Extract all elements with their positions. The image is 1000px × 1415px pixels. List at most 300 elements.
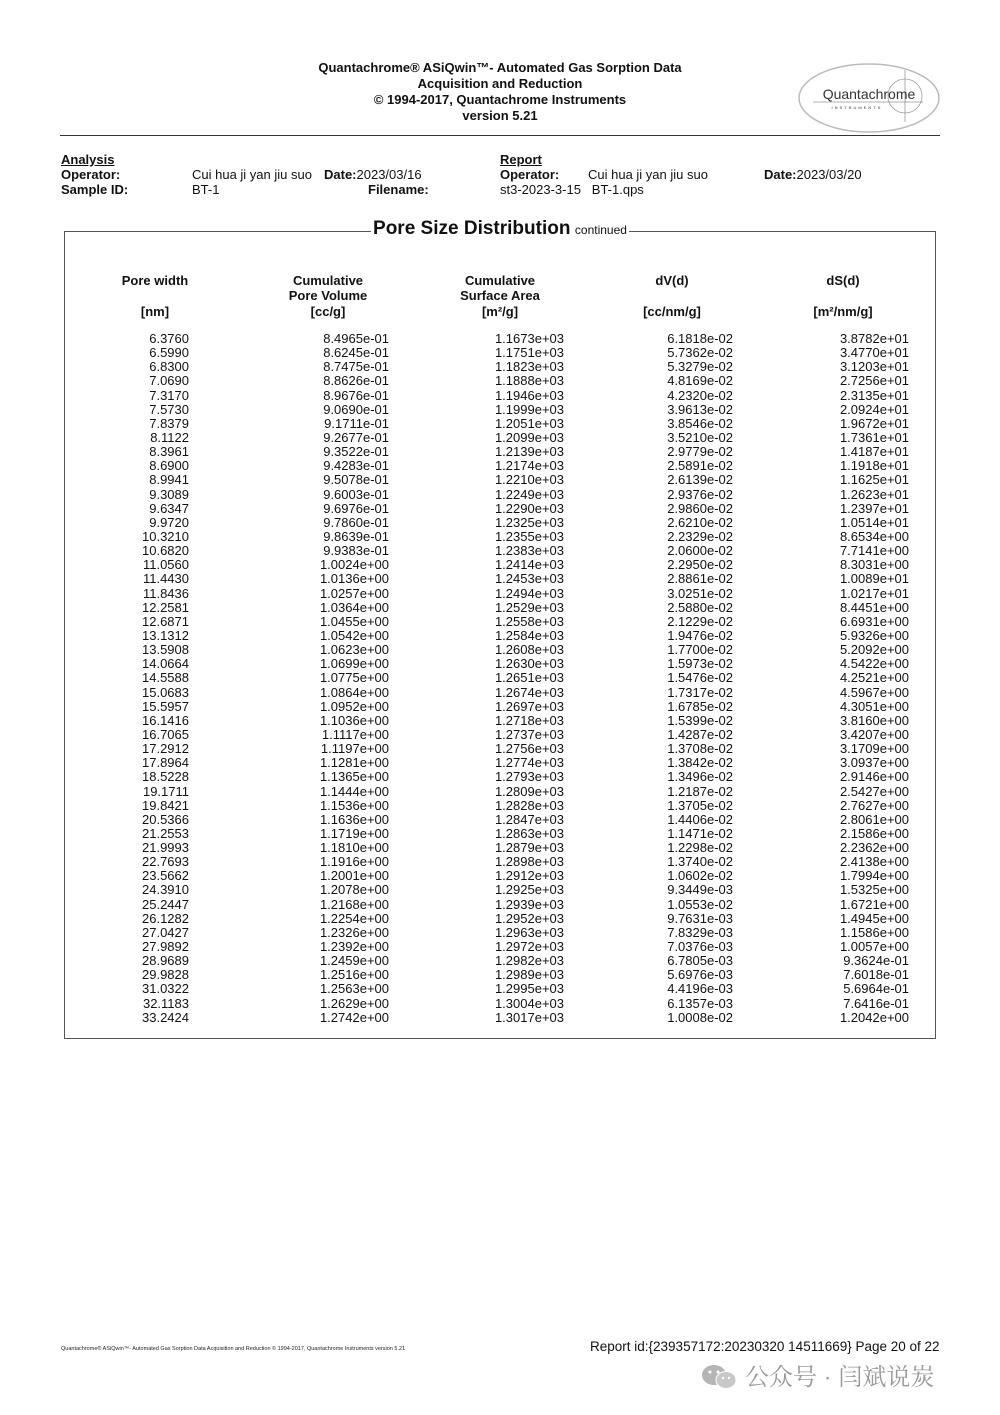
table-cell: 3.1709e+00 xyxy=(839,741,909,757)
table-cell: 26.1282 xyxy=(142,910,189,926)
table-cell: 1.2742e+00 xyxy=(319,1009,389,1025)
table-row xyxy=(0,431,1000,445)
table-cell: 3.8546e-02 xyxy=(667,415,733,431)
table-row xyxy=(0,360,1000,374)
table-cell: 1.2139e+03 xyxy=(494,444,564,460)
table-row xyxy=(0,855,1000,869)
table-cell: 7.7141e+00 xyxy=(839,543,909,559)
report-operator-value: Cui hua ji yan jiu suo xyxy=(588,167,708,182)
table-cell: 1.2630e+03 xyxy=(494,656,564,672)
table-cell: 9.7631e-03 xyxy=(667,910,733,926)
header-line: © 1994-2017, Quantachrome Instruments xyxy=(373,92,627,107)
table-cell: 2.2362e+00 xyxy=(839,840,909,856)
table-row xyxy=(0,883,1000,897)
table-cell: 3.1203e+01 xyxy=(839,359,909,375)
table-cell: 3.9613e-02 xyxy=(667,401,733,417)
table-cell: 5.7362e-02 xyxy=(667,345,733,361)
table-cell: 33.2424 xyxy=(142,1009,189,1025)
table-cell: 1.9476e-02 xyxy=(667,627,733,643)
table-cell: 5.2092e+00 xyxy=(839,642,909,658)
table-row xyxy=(0,982,1000,996)
table-cell: 13.5908 xyxy=(142,642,189,658)
table-cell: 4.2320e-02 xyxy=(667,387,733,403)
wechat-icon xyxy=(700,1363,740,1391)
table-cell: 1.1636e+00 xyxy=(319,811,389,827)
table-cell: 1.2249e+03 xyxy=(494,486,564,502)
table-cell: 1.2290e+03 xyxy=(494,500,564,516)
data-table-body xyxy=(0,332,1000,1025)
table-cell: 1.4945e+00 xyxy=(839,910,909,926)
analysis-operator-value: Cui hua ji yan jiu suo xyxy=(192,167,312,182)
table-cell: 8.1122 xyxy=(150,429,189,445)
table-cell: 6.7805e-03 xyxy=(667,953,733,969)
table-cell: 1.0136e+00 xyxy=(319,571,389,587)
section-title-text: Pore Size Distribution xyxy=(373,218,571,239)
table-cell: 1.2651e+03 xyxy=(494,670,564,686)
table-cell: 5.6964e-01 xyxy=(843,981,909,997)
table-cell: 1.5399e-02 xyxy=(667,712,733,728)
table-cell: 1.1197e+00 xyxy=(320,741,389,757)
table-cell: 1.2863e+03 xyxy=(494,825,564,841)
table-cell: 2.3135e+01 xyxy=(839,387,909,403)
table-row xyxy=(0,502,1000,516)
sample-id-value: BT-1 xyxy=(192,182,220,197)
column-unit: [m²/g] xyxy=(481,304,519,319)
table-cell: 11.0560 xyxy=(142,557,189,573)
table-cell: 12.2581 xyxy=(142,599,189,615)
table-cell: 1.2939e+03 xyxy=(494,896,564,912)
table-cell: 15.0683 xyxy=(142,684,189,700)
table-cell: 1.2925e+03 xyxy=(494,882,564,898)
table-cell: 1.2494e+03 xyxy=(494,585,564,601)
table-cell: 2.8061e+00 xyxy=(839,811,909,827)
table-cell: 9.2677e-01 xyxy=(323,429,389,445)
table-cell: 17.2912 xyxy=(142,741,189,757)
table-cell: 3.5210e-02 xyxy=(667,429,733,445)
table-cell: 16.7065 xyxy=(142,726,189,742)
column-header-ds: dS(d) [m²/nm/g] xyxy=(783,273,903,288)
table-cell: 19.1711 xyxy=(142,783,189,799)
table-cell: 1.1823e+03 xyxy=(494,359,564,375)
table-cell: 32.1183 xyxy=(142,995,189,1011)
table-row xyxy=(0,615,1000,629)
table-cell: 31.0322 xyxy=(142,981,189,997)
table-cell: 1.1999e+03 xyxy=(494,401,564,417)
footer-report-id: Report id:{239357172:20230320 14511669} Page 20 of 22 xyxy=(590,1339,940,1354)
table-row xyxy=(0,332,1000,346)
table-cell: 1.2529e+03 xyxy=(494,599,564,615)
column-header-dv: dV(d) [cc/nm/g] xyxy=(612,273,732,288)
table-cell: 1.2414e+03 xyxy=(494,557,564,573)
table-cell: 1.2608e+03 xyxy=(494,642,564,658)
report-header-title xyxy=(240,60,760,124)
table-cell: 9.6347 xyxy=(149,500,189,516)
table-cell: 8.3031e+00 xyxy=(839,557,909,573)
column-unit: [cc/g] xyxy=(310,304,346,319)
column-unit: [cc/nm/g] xyxy=(643,304,701,319)
table-cell: 2.1229e-02 xyxy=(667,613,733,629)
table-cell: 1.2847e+03 xyxy=(494,811,564,827)
table-cell: 1.7994e+00 xyxy=(839,868,909,884)
table-row xyxy=(0,445,1000,459)
table-cell: 3.8782e+01 xyxy=(839,331,909,346)
table-row xyxy=(0,997,1000,1011)
table-cell: 8.6900 xyxy=(149,458,189,474)
table-cell: 2.1586e+00 xyxy=(839,825,909,841)
column-unit: [nm] xyxy=(140,304,170,319)
table-row xyxy=(0,728,1000,742)
table-cell: 1.2674e+03 xyxy=(494,684,564,700)
table-cell: 12.6871 xyxy=(142,613,189,629)
table-cell: 14.0664 xyxy=(142,656,189,672)
table-cell: 1.7361e+01 xyxy=(839,429,909,445)
analysis-operator-label: Operator: xyxy=(61,167,121,182)
table-cell: 2.8861e-02 xyxy=(667,571,733,587)
table-cell: 1.2737e+03 xyxy=(494,726,564,742)
table-cell: 6.1818e-02 xyxy=(667,331,733,346)
table-row xyxy=(0,770,1000,784)
report-heading: Report xyxy=(500,152,542,167)
table-row xyxy=(0,869,1000,883)
table-cell: 1.2459e+00 xyxy=(319,953,389,969)
table-cell: 1.2756e+03 xyxy=(494,741,564,757)
table-cell: 1.2963e+03 xyxy=(494,924,564,940)
table-row xyxy=(0,742,1000,756)
table-cell: 1.1673e+03 xyxy=(494,331,564,346)
table-row xyxy=(0,530,1000,544)
table-cell: 8.6534e+00 xyxy=(839,528,909,544)
table-cell: 5.6976e-03 xyxy=(667,967,733,983)
sample-id-label: Sample ID: xyxy=(61,182,129,197)
report-operator-label: Operator: xyxy=(500,167,560,182)
table-cell: 8.9676e-01 xyxy=(323,387,389,403)
table-cell: 9.7860e-01 xyxy=(323,514,389,530)
table-cell: 1.6785e-02 xyxy=(667,698,733,714)
table-cell: 1.5476e-02 xyxy=(667,670,733,686)
table-cell: 2.9376e-02 xyxy=(667,486,733,502)
table-cell: 1.0699e+00 xyxy=(319,656,389,672)
table-cell: 1.0542e+00 xyxy=(319,627,389,643)
table-cell: 1.2078e+00 xyxy=(319,882,389,898)
table-cell: 9.3449e-03 xyxy=(667,882,733,898)
table-row xyxy=(0,629,1000,643)
table-row xyxy=(0,587,1000,601)
analysis-heading: Analysis xyxy=(61,152,115,167)
table-row xyxy=(0,714,1000,728)
table-cell: 1.2718e+03 xyxy=(494,712,564,728)
table-cell: 5.9326e+00 xyxy=(839,627,909,643)
table-cell: 1.0024e+00 xyxy=(319,557,389,573)
table-cell: 7.6416e-01 xyxy=(843,995,909,1011)
table-cell: 3.4207e+00 xyxy=(839,726,909,742)
table-cell: 23.5662 xyxy=(142,868,189,884)
table-cell: 6.1357e-03 xyxy=(667,995,733,1011)
table-cell: 16.1416 xyxy=(142,712,189,728)
table-cell: 2.5891e-02 xyxy=(667,458,733,474)
table-cell: 1.7317e-02 xyxy=(667,684,733,700)
table-cell: 1.5325e+00 xyxy=(839,882,909,898)
header-line: Quantachrome® ASiQwin™- Automated Gas Sorption Data xyxy=(318,60,682,75)
table-cell: 9.3089 xyxy=(149,486,189,502)
table-cell: 6.8300 xyxy=(149,359,189,375)
table-cell: 1.2187e-02 xyxy=(667,783,733,799)
table-cell: 9.3522e-01 xyxy=(323,444,389,460)
table-cell: 8.3961 xyxy=(149,444,189,460)
table-cell: 1.0217e+01 xyxy=(839,585,909,601)
table-cell: 7.0690 xyxy=(149,373,189,389)
table-cell: 7.0376e-03 xyxy=(667,939,733,955)
table-cell: 9.9720 xyxy=(149,514,189,530)
table-cell: 1.2898e+03 xyxy=(494,854,564,870)
table-cell: 1.2397e+01 xyxy=(839,500,909,516)
table-cell: 1.0514e+01 xyxy=(839,514,909,530)
table-cell: 27.0427 xyxy=(142,924,189,940)
table-row xyxy=(0,516,1000,530)
table-cell: 17.8964 xyxy=(142,755,189,771)
table-cell: 18.5228 xyxy=(142,769,189,785)
table-row xyxy=(0,657,1000,671)
table-cell: 15.5957 xyxy=(142,698,189,714)
table-cell: 4.3051e+00 xyxy=(839,698,909,714)
table-cell: 7.6018e-01 xyxy=(843,967,909,983)
column-header-pore-width: Pore width [nm] xyxy=(95,273,215,288)
table-cell: 1.3004e+03 xyxy=(494,995,564,1011)
header-line: version 5.21 xyxy=(462,108,538,123)
table-cell: 1.2809e+03 xyxy=(494,783,564,799)
table-cell: 22.7693 xyxy=(142,854,189,870)
table-cell: 1.2001e+00 xyxy=(319,868,389,884)
table-cell: 4.2521e+00 xyxy=(839,670,909,686)
table-cell: 1.2793e+03 xyxy=(494,769,564,785)
table-row xyxy=(0,700,1000,714)
table-cell: 2.2329e-02 xyxy=(667,528,733,544)
table-cell: 11.4430 xyxy=(142,571,189,587)
table-cell: 9.8639e-01 xyxy=(323,528,389,544)
table-cell: 1.1281e+00 xyxy=(319,755,389,771)
table-cell: 1.1946e+03 xyxy=(494,387,564,403)
column-unit: [m²/nm/g] xyxy=(813,304,873,319)
table-row xyxy=(0,841,1000,855)
table-cell: 7.3170 xyxy=(149,387,189,403)
table-cell: 21.9993 xyxy=(142,840,189,856)
table-cell: 2.2950e-02 xyxy=(667,557,733,573)
table-cell: 1.2629e+00 xyxy=(319,995,389,1011)
table-cell: 1.1888e+03 xyxy=(494,373,564,389)
table-cell: 1.2774e+03 xyxy=(494,755,564,771)
table-cell: 1.2325e+03 xyxy=(494,514,564,530)
table-cell: 1.1810e+00 xyxy=(319,840,389,856)
table-row xyxy=(0,785,1000,799)
table-row xyxy=(0,374,1000,388)
table-cell: 1.2516e+00 xyxy=(319,967,389,983)
table-cell: 3.0937e+00 xyxy=(839,755,909,771)
table-cell: 1.1471e-02 xyxy=(667,825,733,841)
table-cell: 1.2558e+03 xyxy=(494,613,564,629)
table-cell: 8.9941 xyxy=(149,472,189,488)
table-cell: 1.1536e+00 xyxy=(319,797,389,813)
table-cell: 6.6931e+00 xyxy=(839,613,909,629)
table-cell: 9.4283e-01 xyxy=(323,458,389,474)
table-cell: 10.6820 xyxy=(142,543,189,559)
table-cell: 2.0600e-02 xyxy=(667,543,733,559)
table-cell: 13.1312 xyxy=(142,627,189,643)
table-cell: 1.2972e+03 xyxy=(494,939,564,955)
table-cell: 9.6976e-01 xyxy=(323,500,389,516)
table-row xyxy=(0,346,1000,360)
table-cell: 20.5366 xyxy=(142,811,189,827)
table-cell: 8.6245e-01 xyxy=(323,345,389,361)
table-cell: 1.2989e+03 xyxy=(494,967,564,983)
table-cell: 1.3496e-02 xyxy=(667,769,733,785)
table-cell: 1.4187e+01 xyxy=(839,444,909,460)
table-cell: 1.1916e+00 xyxy=(319,854,389,870)
table-cell: 1.5973e-02 xyxy=(667,656,733,672)
table-cell: 1.2995e+03 xyxy=(494,981,564,997)
table-row xyxy=(0,756,1000,770)
table-cell: 1.1751e+03 xyxy=(494,345,564,361)
analysis-date: Date:2023/03/16 xyxy=(324,167,422,182)
table-cell: 6.3760 xyxy=(149,331,189,346)
table-cell: 1.0089e+01 xyxy=(839,571,909,587)
column-header-cumulative-pore-volume: Cumulative Pore Volume [cc/g] xyxy=(268,273,388,303)
table-cell: 7.8329e-03 xyxy=(667,924,733,940)
table-row xyxy=(0,686,1000,700)
table-cell: 1.9672e+01 xyxy=(839,415,909,431)
table-row xyxy=(0,799,1000,813)
table-cell: 1.2298e-02 xyxy=(667,840,733,856)
table-row xyxy=(0,403,1000,417)
quantachrome-logo xyxy=(797,62,941,134)
table-cell: 1.0455e+00 xyxy=(319,613,389,629)
table-row xyxy=(0,898,1000,912)
table-row xyxy=(0,813,1000,827)
table-cell: 11.8436 xyxy=(142,585,189,601)
table-cell: 7.5730 xyxy=(149,401,189,417)
svg-text:Quantachrome: Quantachrome xyxy=(822,86,916,102)
table-cell: 1.2099e+03 xyxy=(494,429,564,445)
table-cell: 1.1586e+00 xyxy=(839,924,909,940)
table-cell: 1.2453e+03 xyxy=(494,571,564,587)
table-row xyxy=(0,954,1000,968)
table-row xyxy=(0,912,1000,926)
table-cell: 25.2447 xyxy=(142,896,189,912)
table-row xyxy=(0,544,1000,558)
table-cell: 1.0057e+00 xyxy=(839,939,909,955)
table-cell: 1.2584e+03 xyxy=(494,627,564,643)
table-row xyxy=(0,643,1000,657)
filename-value: st3-2023-3-15 BT-1.qps xyxy=(500,182,644,197)
table-row xyxy=(0,1011,1000,1025)
table-cell: 1.3740e-02 xyxy=(667,854,733,870)
table-cell: 1.2174e+03 xyxy=(494,458,564,474)
table-cell: 1.1918e+01 xyxy=(839,458,909,474)
table-row xyxy=(0,926,1000,940)
table-row xyxy=(0,417,1000,431)
table-row xyxy=(0,473,1000,487)
table-cell: 1.1719e+00 xyxy=(319,825,389,841)
table-cell: 1.6721e+00 xyxy=(839,896,909,912)
filename-label: Filename: xyxy=(368,182,429,197)
table-cell: 2.9779e-02 xyxy=(667,444,733,460)
table-cell: 5.3279e-02 xyxy=(667,359,733,375)
table-cell: 1.2912e+03 xyxy=(494,868,564,884)
table-cell: 1.1625e+01 xyxy=(839,472,909,488)
table-cell: 1.0864e+00 xyxy=(319,684,389,700)
header-divider xyxy=(60,135,940,136)
header-line: Acquisition and Reduction xyxy=(417,76,583,91)
table-cell: 1.3842e-02 xyxy=(667,755,733,771)
table-cell: 2.9146e+00 xyxy=(839,769,909,785)
table-cell: 4.5422e+00 xyxy=(839,656,909,672)
table-cell: 4.4196e-03 xyxy=(667,981,733,997)
table-cell: 9.5078e-01 xyxy=(323,472,389,488)
table-cell: 24.3910 xyxy=(142,882,189,898)
table-cell: 1.1036e+00 xyxy=(319,712,389,728)
table-cell: 1.2623e+01 xyxy=(839,486,909,502)
table-cell: 1.0775e+00 xyxy=(319,670,389,686)
table-cell: 8.4451e+00 xyxy=(839,599,909,615)
table-cell: 1.2392e+00 xyxy=(319,939,389,955)
table-cell: 1.2828e+03 xyxy=(494,797,564,813)
table-cell: 1.2355e+03 xyxy=(494,528,564,544)
table-cell: 10.3210 xyxy=(142,528,189,544)
table-cell: 1.2697e+03 xyxy=(494,698,564,714)
table-cell: 1.2254e+00 xyxy=(319,910,389,926)
table-cell: 2.6210e-02 xyxy=(667,514,733,530)
table-cell: 29.9828 xyxy=(142,967,189,983)
table-cell: 8.4965e-01 xyxy=(323,331,389,346)
table-cell: 1.2051e+03 xyxy=(494,415,564,431)
table-cell: 1.3705e-02 xyxy=(667,797,733,813)
table-cell: 2.0924e+01 xyxy=(839,401,909,417)
table-cell: 4.8169e-02 xyxy=(667,373,733,389)
table-cell: 2.4138e+00 xyxy=(839,854,909,870)
table-cell: 1.2982e+03 xyxy=(494,953,564,969)
table-cell: 9.0690e-01 xyxy=(323,401,389,417)
watermark-text: 公众号 · 闫斌说炭 xyxy=(745,1364,935,1391)
table-cell: 8.7475e-01 xyxy=(323,359,389,375)
table-row xyxy=(0,488,1000,502)
column-header-cumulative-surface-area: Cumulative Surface Area [m²/g] xyxy=(440,273,560,303)
table-cell: 1.4406e-02 xyxy=(667,811,733,827)
section-title xyxy=(0,218,1000,240)
table-cell: 6.5990 xyxy=(149,345,189,361)
table-cell: 2.7256e+01 xyxy=(839,373,909,389)
table-cell: 1.2563e+00 xyxy=(319,981,389,997)
table-cell: 1.0553e-02 xyxy=(667,896,733,912)
section-subtitle: continued xyxy=(574,223,627,237)
table-cell: 1.0602e-02 xyxy=(667,868,733,884)
table-cell: 1.1117e+00 xyxy=(321,726,389,742)
footer-copyright: Quantachrome® ASiQwin™- Automated Gas Sorption Data Acquisition and Reduction © 1994-2017, Quantachrome Instruments version 5.21 xyxy=(61,1346,406,1352)
table-cell: 1.2042e+00 xyxy=(839,1009,909,1025)
table-row xyxy=(0,389,1000,403)
svg-text:INSTRUMENTS: INSTRUMENTS xyxy=(831,105,883,110)
table-cell: 3.4770e+01 xyxy=(839,345,909,361)
table-cell: 1.0623e+00 xyxy=(319,642,389,658)
table-cell: 14.5588 xyxy=(142,670,189,686)
table-cell: 1.7700e-02 xyxy=(667,642,733,658)
table-cell: 1.2326e+00 xyxy=(319,924,389,940)
table-cell: 1.0364e+00 xyxy=(319,599,389,615)
table-cell: 4.5967e+00 xyxy=(839,684,909,700)
table-row xyxy=(0,558,1000,572)
table-cell: 3.0251e-02 xyxy=(667,585,733,601)
table-row xyxy=(0,968,1000,982)
table-cell: 9.1711e-01 xyxy=(324,415,389,431)
table-cell: 2.7627e+00 xyxy=(839,797,909,813)
table-cell: 1.2168e+00 xyxy=(319,896,389,912)
